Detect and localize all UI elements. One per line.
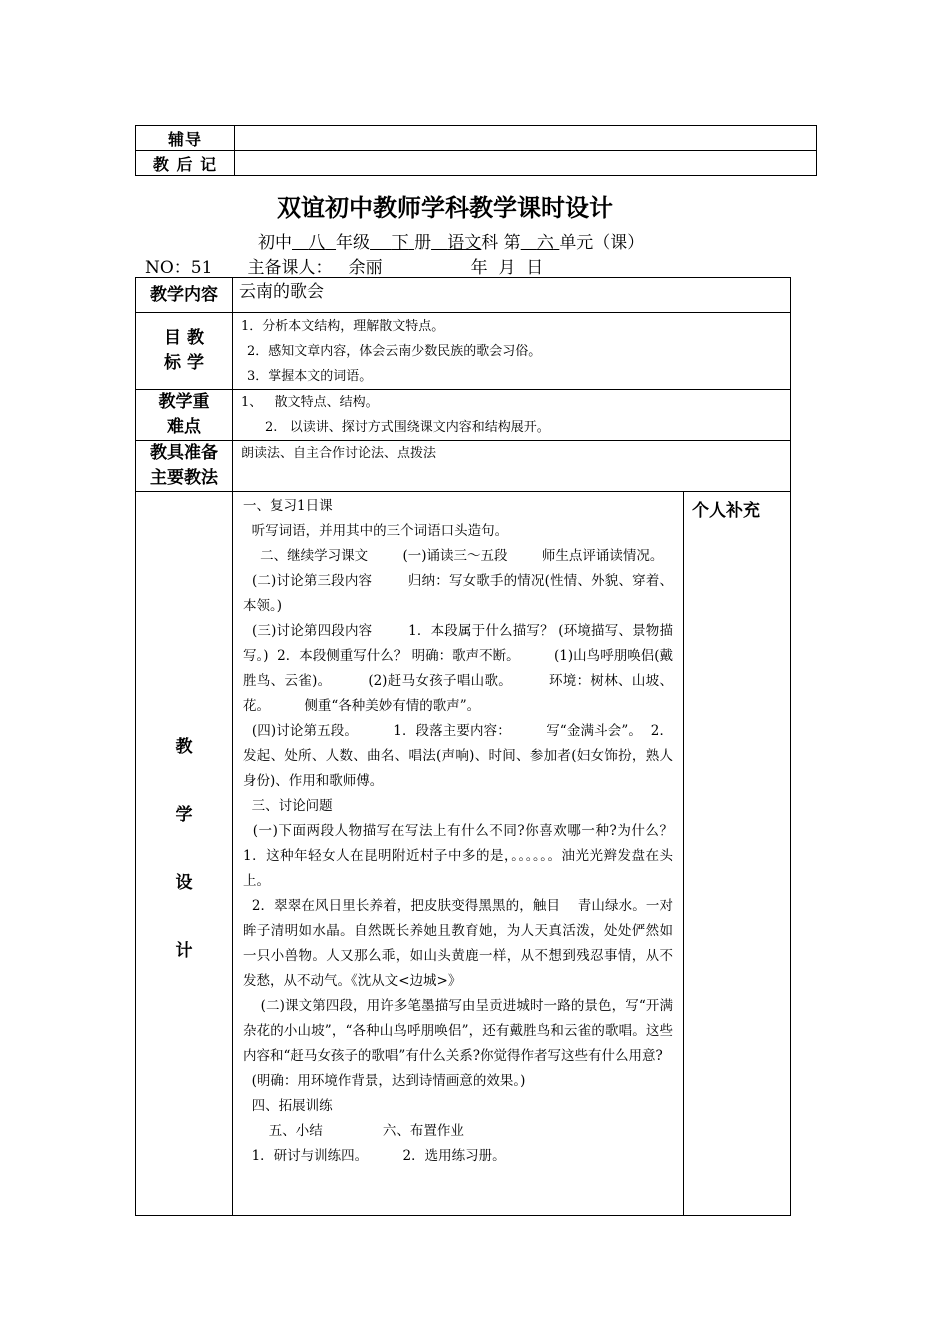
design-paragraph: (一)下面两段人物描写在写法上有什么不同?你喜欢哪一种?为什么？ 1．这种年轻女人在昆明附近村子中多的是，。。。。。。油光光辫发盘在头上。 [243, 823, 678, 889]
design-paragraph: (二)课文第四段，用许多笔墨描写由呈贡进城时一路的景色，写“开满杂花的小山坡”，“各种山鸟呼朋唤侣”，还有戴胜鸟和云雀的歌唱。这些内容和“赶马女孩子的歌唱”有什么关系?你觉得作者写这些有什么用意? [243, 998, 674, 1064]
info-unit: 六 [536, 233, 554, 253]
design-paragraph: 二、继续学习课文 (一)诵读三～五段 师生点评诵读情况。 [243, 548, 664, 564]
design-paragraph: 听写词语，并用其中的三个词语口头造句。 [243, 523, 509, 539]
key-point-item: 1、 散文特点、结构。 [241, 395, 379, 410]
goals-list [233, 313, 791, 390]
lesson-table [135, 277, 791, 1216]
reflection-label: 教 后 记 [136, 151, 235, 176]
personal-notes-label: 个人补充 [692, 501, 760, 521]
lesson-number: NO：51 [145, 258, 213, 278]
top-table [135, 125, 817, 176]
personal-notes-column [684, 492, 791, 1216]
tutoring-label: 辅导 [136, 126, 235, 151]
goal-item: 2．感知文章内容，体会云南少数民族的歌会习俗。 [247, 344, 542, 359]
design-label: 教 学 设 计 [136, 492, 233, 1216]
page-title: 双谊初中教师学科教学课时设计 [277, 194, 613, 222]
key-points-label: 教学重 难点 [136, 390, 233, 441]
info-volume: 下 [391, 233, 409, 253]
main-teacher: 主备课人： 余丽 [247, 258, 383, 278]
content-label: 教学内容 [136, 278, 233, 313]
methods-label: 教具准备 主要教法 [136, 441, 233, 492]
info-volume-label: 册 [414, 233, 432, 253]
reflection-cell [235, 151, 817, 176]
design-paragraph: 五、小结 六、布置作业 [243, 1123, 464, 1139]
key-point-item: 2. 以读讲、探讨方式围绕课文内容和结构展开。 [265, 420, 550, 435]
content-value: 云南的歌会 [233, 278, 791, 313]
info-grade: 八 [308, 233, 326, 253]
design-paragraph: 三、讨论问题 [243, 798, 333, 814]
info-subject-label: 科 第 [481, 233, 521, 253]
design-paragraph: (四)讨论第五段。 1．段落主要内容： 写“金满斗会”。 2．发起、处所、人数、曲名、唱法(声响)、时间、参加者(妇女饰扮，熟人身份)、作用和歌师傅。 [243, 723, 673, 789]
design-paragraph: (三)讨论第四段内容 1．本段属于什么描写？ (环境描写、景物描写。) 2．本段侧重写什么？ 明确：歌声不断。 (1)山鸟呼朋唤侣(戴胜鸟、云雀)。 (2)赶马女孩子唱山歌。 环境：树林、山坡、花。 侧重“各种美妙有情的歌声”。 [243, 623, 673, 714]
design-content [233, 492, 708, 1216]
key-points-list [233, 390, 791, 441]
design-paragraph: (二)讨论第三段内容 归纳：写女歌手的情况(性情、外貌、穿着、本领。) [243, 573, 673, 614]
goal-item: 3．掌握本文的词语。 [247, 369, 373, 384]
design-paragraph: 四、拓展训练 [243, 1098, 333, 1114]
goals-label: 目 教 标 学 [136, 313, 233, 390]
info-prefix: 初中 [258, 233, 292, 253]
course-info-line [258, 228, 644, 253]
tutoring-cell [235, 126, 817, 151]
methods-value: 朗读法、自主合作讨论法、点拨法 [233, 441, 791, 492]
design-paragraph: (明确：用环境作背景，达到诗情画意的效果。) [243, 1073, 526, 1089]
info-grade-label: 年级 [336, 233, 371, 253]
design-paragraph: 1．研讨与训练四。 2．选用练习册。 [243, 1148, 506, 1164]
info-unit-label: 单元（课） [559, 233, 645, 253]
goal-item: 1．分析本文结构，理解散文特点。 [241, 319, 445, 334]
info-subject: 语文 [447, 233, 482, 253]
date-field: 年 月 日 [470, 258, 544, 278]
design-paragraph: 一、复习1日课 [243, 498, 333, 514]
design-paragraph: 2．翠翠在风日里长养着，把皮肤变得黑黑的，触目 青山绿水。一对 眸子清明如水晶。自然既长养她且教育她，为人天真活泼，处处俨然如一只小兽物。人又那么乖，如山头黄鹿一样，从不想到残忍事情，从不发愁，从不动气。《沈从文<边城>》 [243, 898, 708, 989]
meta-line [145, 253, 543, 278]
